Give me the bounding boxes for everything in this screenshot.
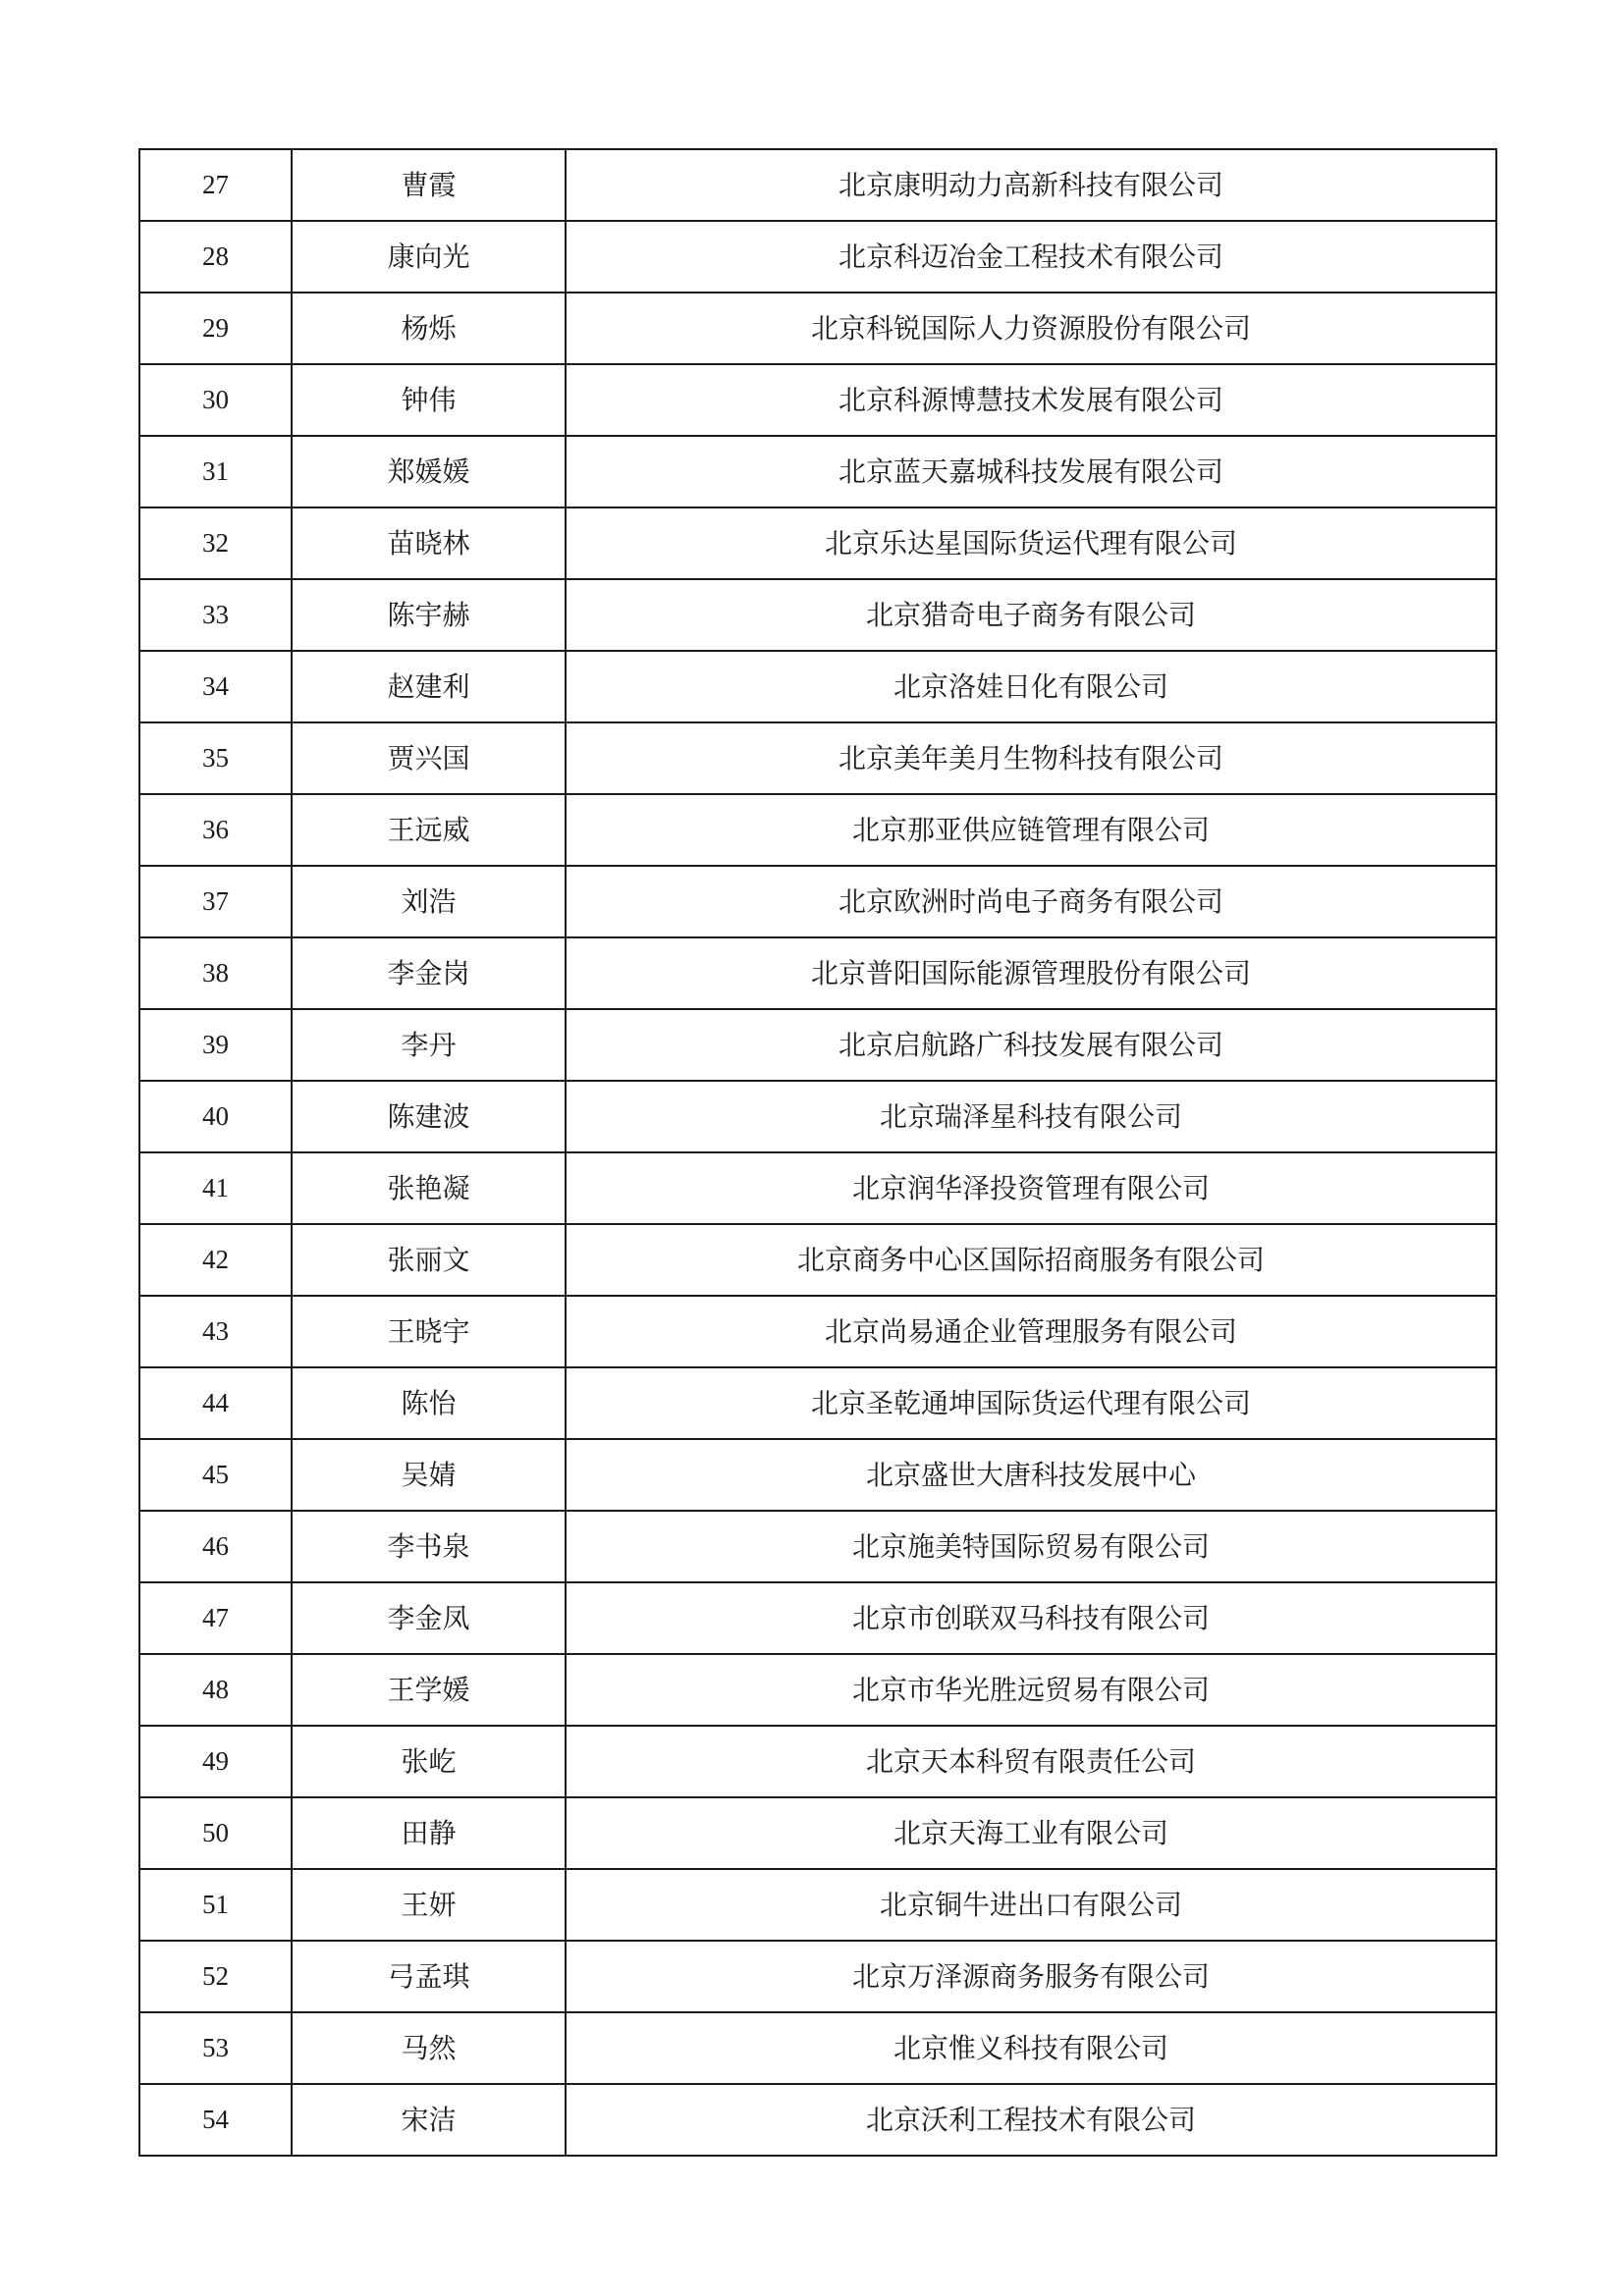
table-row: [139, 1726, 1496, 1797]
company-name: 北京科源博慧技术发展有限公司: [566, 364, 1496, 436]
table-row: [139, 1009, 1496, 1081]
table-row: [139, 1367, 1496, 1439]
person-name: 刘浩: [292, 866, 566, 937]
row-number: 52: [139, 1941, 292, 2012]
company-name: 北京盛世大唐科技发展中心: [566, 1439, 1496, 1511]
company-name: 北京市创联双马科技有限公司: [566, 1582, 1496, 1654]
row-number: 37: [139, 866, 292, 937]
row-number: 39: [139, 1009, 292, 1081]
company-name: 北京科迈冶金工程技术有限公司: [566, 221, 1496, 293]
person-name: 吴婧: [292, 1439, 566, 1511]
row-number: 44: [139, 1367, 292, 1439]
row-number: 41: [139, 1152, 292, 1224]
row-number: 29: [139, 293, 292, 364]
table-row: [139, 1224, 1496, 1296]
table-row: [139, 1439, 1496, 1511]
table-row: [139, 1296, 1496, 1367]
person-name: 赵建利: [292, 651, 566, 722]
company-name: 北京那亚供应链管理有限公司: [566, 794, 1496, 866]
person-name: 弓孟琪: [292, 1941, 566, 2012]
company-name: 北京沃利工程技术有限公司: [566, 2084, 1496, 2156]
row-number: 53: [139, 2012, 292, 2084]
person-name: 陈建波: [292, 1081, 566, 1152]
person-name: 张艳凝: [292, 1152, 566, 1224]
table-row: [139, 2012, 1496, 2084]
person-name: 康向光: [292, 221, 566, 293]
person-name: 曹霞: [292, 149, 566, 221]
row-number: 42: [139, 1224, 292, 1296]
row-number: 38: [139, 937, 292, 1009]
company-name: 北京尚易通企业管理服务有限公司: [566, 1296, 1496, 1367]
row-number: 30: [139, 364, 292, 436]
company-name: 北京润华泽投资管理有限公司: [566, 1152, 1496, 1224]
company-name: 北京天本科贸有限责任公司: [566, 1726, 1496, 1797]
company-name: 北京乐达星国际货运代理有限公司: [566, 507, 1496, 579]
roster-table: [138, 148, 1497, 2157]
row-number: 46: [139, 1511, 292, 1582]
table-row: [139, 436, 1496, 507]
person-name: 张屹: [292, 1726, 566, 1797]
row-number: 36: [139, 794, 292, 866]
row-number: 33: [139, 579, 292, 651]
row-number: 35: [139, 722, 292, 794]
company-name: 北京蓝天嘉城科技发展有限公司: [566, 436, 1496, 507]
table-row: [139, 1869, 1496, 1941]
table-row: [139, 651, 1496, 722]
company-name: 北京启航路广科技发展有限公司: [566, 1009, 1496, 1081]
company-name: 北京猎奇电子商务有限公司: [566, 579, 1496, 651]
row-number: 47: [139, 1582, 292, 1654]
person-name: 杨烁: [292, 293, 566, 364]
row-number: 34: [139, 651, 292, 722]
company-name: 北京万泽源商务服务有限公司: [566, 1941, 1496, 2012]
table-row: [139, 1797, 1496, 1869]
company-name: 北京康明动力高新科技有限公司: [566, 149, 1496, 221]
row-number: 51: [139, 1869, 292, 1941]
table-row: [139, 149, 1496, 221]
person-name: 陈怡: [292, 1367, 566, 1439]
row-number: 32: [139, 507, 292, 579]
row-number: 54: [139, 2084, 292, 2156]
company-name: 北京欧洲时尚电子商务有限公司: [566, 866, 1496, 937]
company-name: 北京市华光胜远贸易有限公司: [566, 1654, 1496, 1726]
table-row: [139, 579, 1496, 651]
table-row: [139, 1654, 1496, 1726]
table-row: [139, 293, 1496, 364]
person-name: 苗晓林: [292, 507, 566, 579]
table-row: [139, 364, 1496, 436]
row-number: 45: [139, 1439, 292, 1511]
company-name: 北京洛娃日化有限公司: [566, 651, 1496, 722]
person-name: 王晓宇: [292, 1296, 566, 1367]
row-number: 27: [139, 149, 292, 221]
table-row: [139, 1511, 1496, 1582]
company-name: 北京普阳国际能源管理股份有限公司: [566, 937, 1496, 1009]
company-name: 北京惟义科技有限公司: [566, 2012, 1496, 2084]
person-name: 宋洁: [292, 2084, 566, 2156]
row-number: 40: [139, 1081, 292, 1152]
row-number: 48: [139, 1654, 292, 1726]
row-number: 49: [139, 1726, 292, 1797]
table-row: [139, 794, 1496, 866]
roster-table-body: [139, 149, 1496, 2156]
table-row: [139, 1941, 1496, 2012]
company-name: 北京铜牛进出口有限公司: [566, 1869, 1496, 1941]
table-row: [139, 1152, 1496, 1224]
table-row: [139, 221, 1496, 293]
person-name: 王学媛: [292, 1654, 566, 1726]
company-name: 北京圣乾通坤国际货运代理有限公司: [566, 1367, 1496, 1439]
row-number: 28: [139, 221, 292, 293]
company-name: 北京科锐国际人力资源股份有限公司: [566, 293, 1496, 364]
person-name: 田静: [292, 1797, 566, 1869]
table-row: [139, 722, 1496, 794]
company-name: 北京瑞泽星科技有限公司: [566, 1081, 1496, 1152]
table-row: [139, 507, 1496, 579]
table-row: [139, 1582, 1496, 1654]
person-name: 贾兴国: [292, 722, 566, 794]
person-name: 李金凤: [292, 1582, 566, 1654]
person-name: 李金岗: [292, 937, 566, 1009]
person-name: 王妍: [292, 1869, 566, 1941]
person-name: 郑媛媛: [292, 436, 566, 507]
table-row: [139, 2084, 1496, 2156]
person-name: 陈宇赫: [292, 579, 566, 651]
table-row: [139, 866, 1496, 937]
person-name: 王远威: [292, 794, 566, 866]
row-number: 43: [139, 1296, 292, 1367]
company-name: 北京天海工业有限公司: [566, 1797, 1496, 1869]
company-name: 北京美年美月生物科技有限公司: [566, 722, 1496, 794]
table-row: [139, 1081, 1496, 1152]
row-number: 31: [139, 436, 292, 507]
person-name: 钟伟: [292, 364, 566, 436]
row-number: 50: [139, 1797, 292, 1869]
table-row: [139, 937, 1496, 1009]
company-name: 北京商务中心区国际招商服务有限公司: [566, 1224, 1496, 1296]
company-name: 北京施美特国际贸易有限公司: [566, 1511, 1496, 1582]
person-name: 李书泉: [292, 1511, 566, 1582]
person-name: 马然: [292, 2012, 566, 2084]
person-name: 张丽文: [292, 1224, 566, 1296]
person-name: 李丹: [292, 1009, 566, 1081]
